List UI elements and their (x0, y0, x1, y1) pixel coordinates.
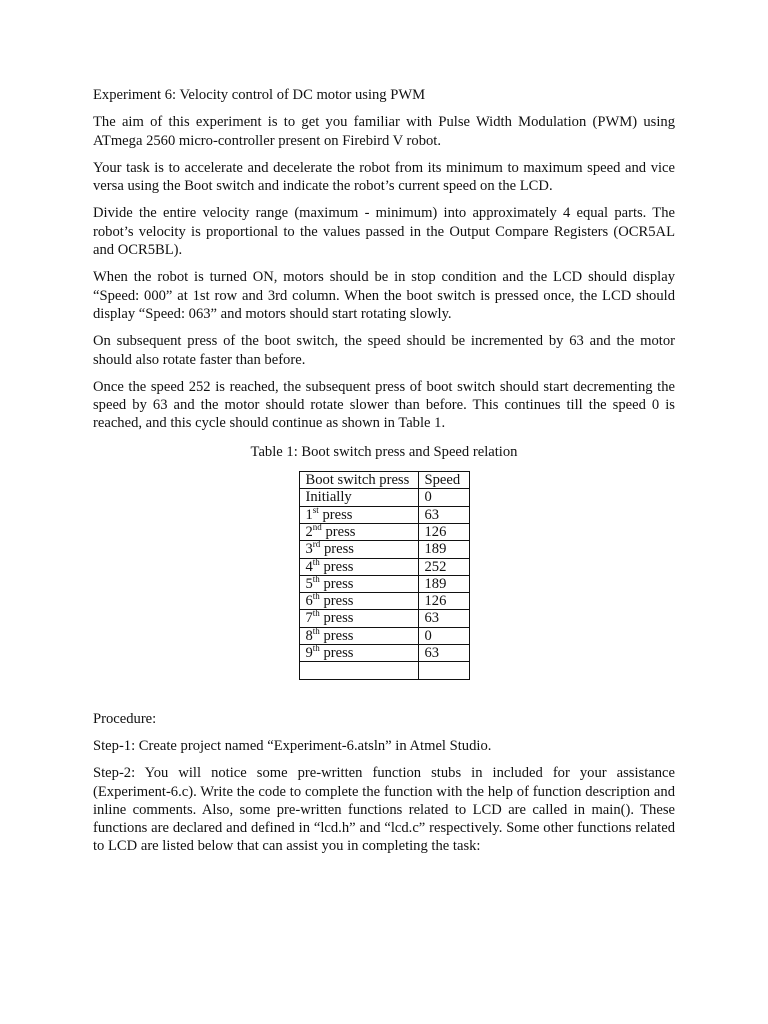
press-cell (299, 523, 418, 540)
press-number: 3 (305, 541, 313, 558)
press-ordinal-suffix: th (312, 625, 320, 636)
paragraph-task: Your task is to accelerate and decelerate the robot from its minimum to maximum speed and vice versa using the Boot switch and indicate the robot’s current speed on the LCD. (93, 159, 675, 195)
press-number: 5 (305, 575, 313, 592)
press-word: press (323, 541, 354, 558)
press-cell (299, 645, 418, 662)
press-ordinal-suffix: nd (312, 522, 322, 533)
press-cell (299, 575, 418, 592)
table-caption: Table 1: Boot switch press and Speed relation (250, 443, 518, 460)
procedure-heading: Procedure: (93, 710, 157, 727)
paragraph-decrement: Once the speed 252 is reached, the subsequent press of boot switch should start decrementing the speed by 63 and the motor should rotate slower than before. This continues till the speed 0 is reached, and this cycle should continue as shown in Table 1. (93, 378, 675, 432)
table-row (299, 593, 469, 610)
speed-cell: 189 (418, 575, 469, 592)
press-number: 7 (305, 610, 313, 627)
table-row (299, 610, 469, 627)
table-header-row (299, 472, 469, 489)
press-word: press (325, 523, 356, 540)
table-row (299, 523, 469, 540)
speed-cell: 63 (418, 610, 469, 627)
speed-table (299, 471, 470, 680)
press-number: 4 (305, 558, 313, 575)
press-cell (299, 593, 418, 610)
speed-cell (418, 662, 469, 679)
press-number: 1 (305, 506, 313, 523)
speed-cell: 252 (418, 558, 469, 575)
press-word: press (323, 575, 354, 592)
step-2: Step-2: You will notice some pre-written function stubs in included for your assistance (Experiment-6.c). Write the code to complete the function with the help of function description and inline comments. Also, some pre-written functions related to LCD are called in main(). These functions are declared and defined in “lcd.h” and “lcd.c” respectively. Some other functions related to LCD are listed below that can assist you in completing the task: (93, 765, 675, 855)
press-word: press (322, 506, 353, 523)
paragraph-aim: The aim of this experiment is to get you familiar with Pulse Width Modulation (PWM) using ATmega 2560 micro-controller present on Firebird V robot. (93, 114, 675, 149)
press-cell (299, 489, 418, 506)
header-boot-switch-press: Boot switch press (299, 472, 418, 489)
table-row (299, 506, 469, 523)
press-label: Initially (305, 489, 352, 506)
speed-cell: 0 (418, 627, 469, 644)
speed-cell: 63 (418, 645, 469, 662)
press-cell (299, 662, 418, 679)
press-word: press (323, 593, 354, 610)
press-number: 2 (305, 523, 313, 540)
press-ordinal-suffix: th (312, 608, 320, 619)
table-row (299, 575, 469, 592)
press-cell (299, 610, 418, 627)
press-ordinal-suffix: rd (312, 539, 321, 550)
step-1: Step-1: Create project named “Experiment-6.atsln” in Atmel Studio. (93, 737, 492, 754)
table-row (299, 662, 469, 679)
speed-cell: 126 (418, 523, 469, 540)
press-word: press (323, 645, 354, 662)
speed-cell: 189 (418, 541, 469, 558)
press-cell (299, 558, 418, 575)
press-number: 8 (305, 627, 313, 644)
press-number: 6 (305, 593, 313, 610)
table-row (299, 558, 469, 575)
press-ordinal-suffix: th (312, 556, 320, 567)
paragraph-velocity-range: Divide the entire velocity range (maximum - minimum) into approximately 4 equal parts. The robot’s velocity is proportional to the values passed in the Output Compare Registers (OCR5AL and OCR5BL). (93, 205, 675, 259)
speed-cell: 63 (418, 506, 469, 523)
press-cell (299, 627, 418, 644)
press-cell (299, 541, 418, 558)
press-word: press (323, 558, 354, 575)
press-number: 9 (305, 645, 313, 662)
paragraph-increment: On subsequent press of the boot switch, the speed should be incremented by 63 and the motor should also rotate faster than before. (93, 333, 675, 368)
table-row (299, 541, 469, 558)
press-cell (299, 506, 418, 523)
press-ordinal-suffix: th (312, 591, 320, 602)
press-word: press (323, 610, 354, 627)
press-word: press (323, 627, 354, 644)
speed-cell: 126 (418, 593, 469, 610)
press-ordinal-suffix: th (312, 643, 320, 654)
table-row (299, 489, 469, 506)
press-ordinal-suffix: st (312, 504, 319, 515)
experiment-title: Experiment 6: Velocity control of DC motor using PWM (93, 87, 426, 103)
header-speed: Speed (418, 472, 469, 489)
paragraph-initial-state: When the robot is turned ON, motors should be in stop condition and the LCD should display “Speed: 000” at 1st row and 3rd column. When the boot switch is pressed once, the LCD should display “Speed: 063” and motors should start rotating slowly. (93, 269, 675, 322)
table-row (299, 627, 469, 644)
table-row (299, 645, 469, 662)
press-ordinal-suffix: th (312, 573, 320, 584)
speed-cell: 0 (418, 489, 469, 506)
